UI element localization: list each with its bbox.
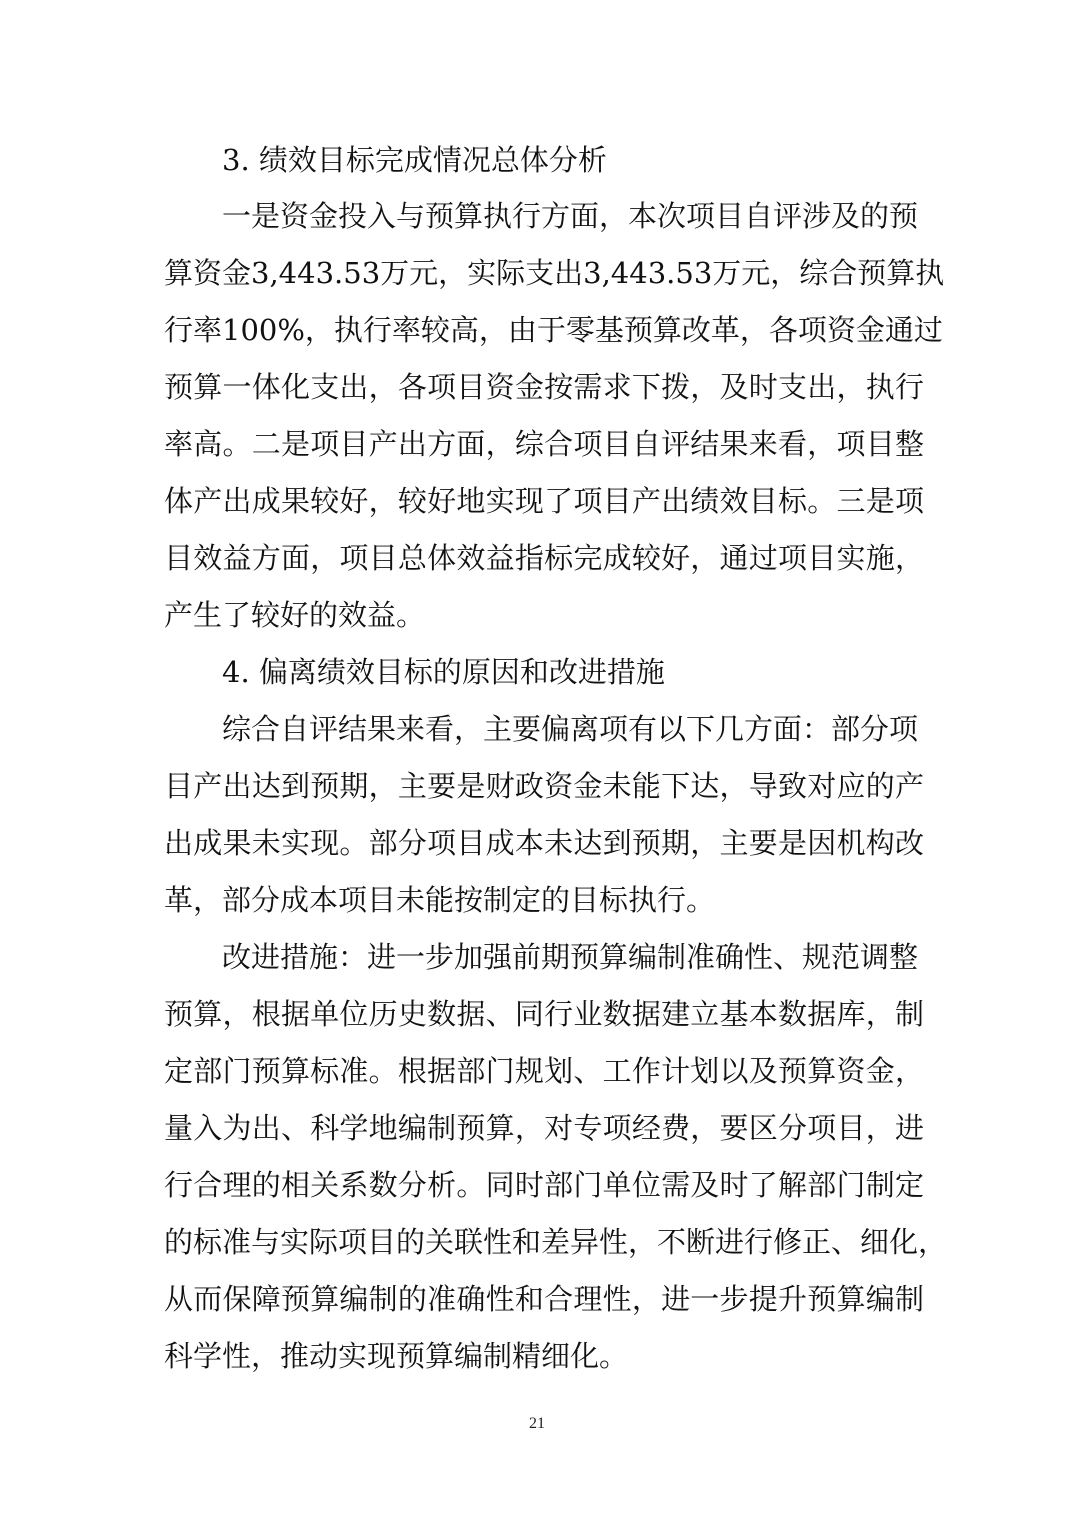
- section-heading-3: 3. 绩效目标完成情况总体分析: [222, 143, 607, 177]
- paragraph-line: 革，部分成本项目未能按制定的目标执行。: [164, 883, 716, 917]
- paragraph-line: 出成果未实现。部分项目成本未达到预期，主要是因机构改: [164, 826, 924, 860]
- paragraph-line: 量入为出、科学地编制预算，对专项经费，要区分项目，进: [164, 1111, 924, 1145]
- paragraph-line: 预算，根据单位历史数据、同行业数据建立基本数据库，制: [164, 997, 924, 1031]
- paragraph-line: 一是资金投入与预算执行方面，本次项目自评涉及的预: [222, 199, 919, 233]
- paragraph-line: 综合自评结果来看，主要偏离项有以下几方面：部分项: [222, 712, 919, 746]
- paragraph-line: 改进措施：进一步加强前期预算编制准确性、规范调整: [222, 940, 919, 974]
- paragraph-line: 行合理的相关系数分析。同时部门单位需及时了解部门制定: [164, 1168, 924, 1202]
- paragraph-line: 体产出成果较好，较好地实现了项目产出绩效目标。三是项: [164, 484, 924, 518]
- section-heading-4: 4. 偏离绩效目标的原因和改进措施: [222, 655, 665, 689]
- paragraph-line: 从而保障预算编制的准确性和合理性，进一步提升预算编制: [164, 1282, 924, 1316]
- paragraph-line: 产生了较好的效益。: [164, 598, 426, 632]
- paragraph-line: 科学性，推动实现预算编制精细化。: [164, 1339, 629, 1373]
- paragraph-line: 的标准与实际项目的关联性和差异性，不断进行修正、细化，: [164, 1225, 948, 1259]
- paragraph-line: 率高。二是项目产出方面，综合项目自评结果来看，项目整: [164, 427, 924, 461]
- paragraph-line: 算资金3,443.53万元，实际支出3,443.53万元，综合预算执: [164, 256, 945, 290]
- paragraph-line: 行率100%，执行率较高，由于零基预算改革，各项资金通过: [164, 313, 943, 347]
- paragraph-line: 定部门预算标准。根据部门规划、工作计划以及预算资金，: [164, 1054, 924, 1088]
- paragraph-line: 预算一体化支出，各项目资金按需求下拨，及时支出，执行: [164, 370, 924, 404]
- page-number: 21: [529, 1415, 545, 1432]
- paragraph-line: 目产出达到预期，主要是财政资金未能下达，导致对应的产: [164, 769, 924, 803]
- paragraph-line: 目效益方面，项目总体效益指标完成较好，通过项目实施，: [164, 541, 924, 575]
